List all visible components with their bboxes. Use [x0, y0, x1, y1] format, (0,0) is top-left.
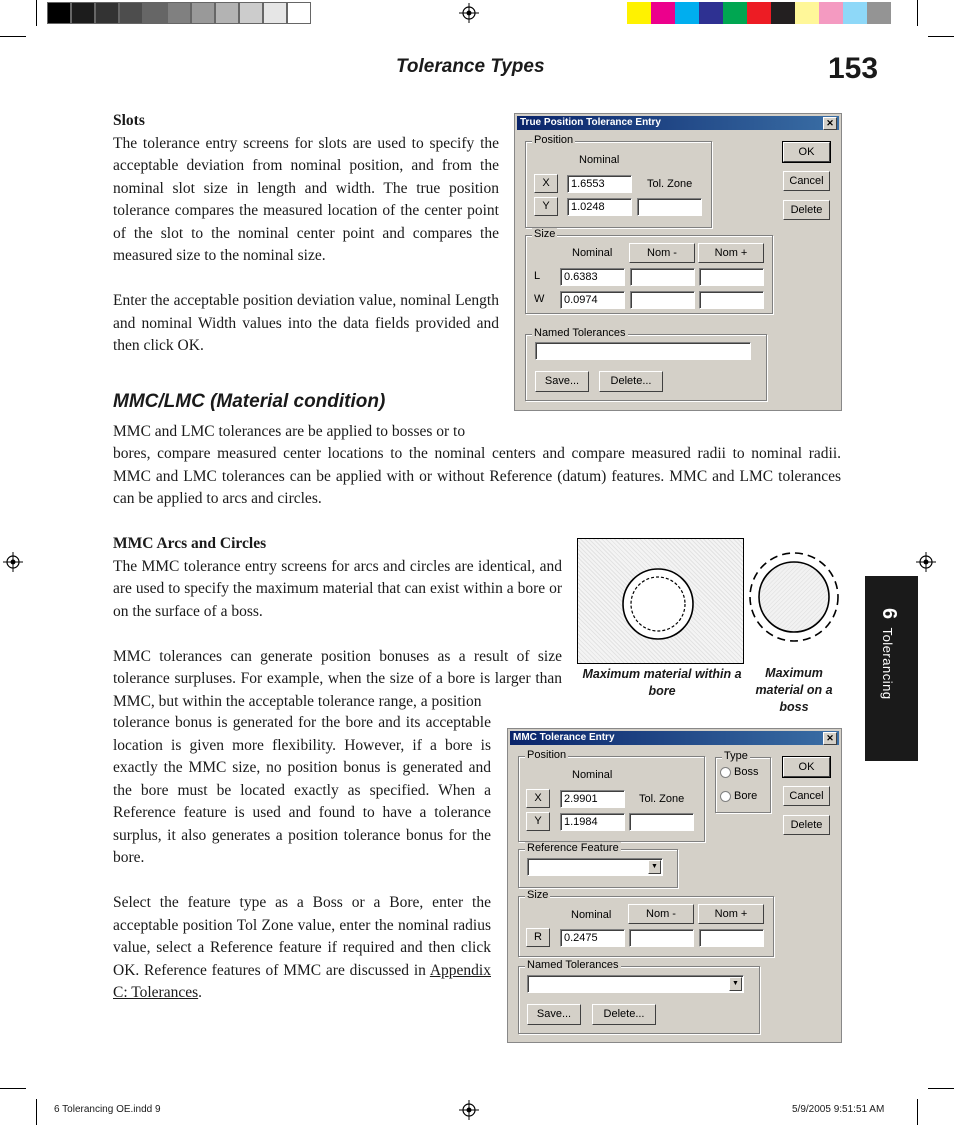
- footer-file: 6 Tolerancing OE.indd 9: [54, 1104, 161, 1115]
- crop-mark: [917, 0, 918, 26]
- close-icon[interactable]: ✕: [823, 117, 837, 130]
- size-group: Size: [518, 896, 774, 957]
- length-nom-plus-field[interactable]: [699, 268, 764, 286]
- length-nominal-field[interactable]: 0.6383: [560, 268, 625, 286]
- save-button[interactable]: Save...: [535, 371, 589, 392]
- cancel-button[interactable]: Cancel: [783, 171, 830, 191]
- l-label: L: [534, 270, 541, 282]
- chevron-down-icon[interactable]: ▼: [648, 860, 661, 874]
- gray-swatch: [71, 2, 95, 24]
- registration-mark-icon: [3, 552, 23, 572]
- true-position-dialog: [514, 113, 842, 411]
- named-tolerances-select[interactable]: [527, 975, 744, 993]
- color-swatch: [699, 2, 723, 24]
- color-swatch: [867, 2, 891, 24]
- gray-swatch: [47, 2, 71, 24]
- position-group: Position: [518, 756, 705, 842]
- mmc-intro-line: MMC and LMC tolerances are be applied to bosses or to: [113, 423, 466, 440]
- tol-zone-field[interactable]: [637, 198, 702, 216]
- color-swatch: [819, 2, 843, 24]
- x-button[interactable]: X: [534, 174, 558, 193]
- radius-nominal-field[interactable]: 0.2475: [560, 929, 625, 947]
- color-swatch: [723, 2, 747, 24]
- save-button[interactable]: Save...: [527, 1004, 581, 1025]
- crop-mark: [917, 1099, 918, 1125]
- footer-timestamp: 5/9/2005 9:51:51 AM: [792, 1104, 885, 1115]
- w-label: W: [534, 293, 545, 305]
- width-nom-plus-field[interactable]: [699, 291, 764, 309]
- position-group: Position: [525, 141, 712, 228]
- gray-swatch: [215, 2, 239, 24]
- dialog-title-bar: True Position Tolerance Entry ✕: [517, 116, 839, 130]
- named-tolerances-group: Named Tolerances: [518, 966, 760, 1034]
- mmc-arcs-paragraph: Select the feature type as a Boss or a Bore, enter the acceptable position Tol Zone value, enter the nominal radius value, select a Reference feature if required and then click OK. Reference features of MMC are discussed in Appendix C: Tolerances.: [113, 894, 491, 1001]
- color-swatch: [675, 2, 699, 24]
- delete-button[interactable]: Delete: [783, 200, 830, 220]
- x-button[interactable]: X: [526, 789, 550, 808]
- delete-named-button[interactable]: Delete...: [592, 1004, 656, 1025]
- color-swatch: [747, 2, 771, 24]
- tol-zone-label: Tol. Zone: [639, 793, 685, 805]
- mmc-arcs-paragraph: The MMC tolerance entry screens for arcs and circles are identical, and are used to specify the maximum material that can exist within a bore or on the surface of a boss.: [113, 557, 562, 620]
- crop-mark: [36, 1099, 37, 1125]
- chevron-down-icon[interactable]: ▼: [729, 977, 742, 991]
- y-nominal-field[interactable]: 1.0248: [567, 198, 632, 216]
- chapter-tab-text: [877, 608, 900, 700]
- mmc-arcs-paragraph: MMC tolerances can generate position bonuses as a result of size tolerance surpluses. For example, when the size of a bore is larger than MMC, but within the acceptable tolerance range, a position: [113, 647, 562, 710]
- bore-radio[interactable]: [720, 791, 731, 802]
- mmc-arcs-heading: MMC Arcs and Circles: [113, 535, 267, 552]
- slots-paragraph: Enter the acceptable position deviation value, nominal Length and nominal Width values into the data fields provided and then click OK.: [113, 292, 499, 354]
- nom-plus-button[interactable]: Nom +: [698, 243, 764, 263]
- gray-swatch: [167, 2, 191, 24]
- boss-caption: Maximum material on a boss: [755, 666, 833, 714]
- reference-feature-group: Reference Feature: [518, 849, 678, 888]
- boss-circle-icon: [748, 550, 840, 645]
- gray-swatch: [239, 2, 263, 24]
- boss-radio[interactable]: [720, 767, 731, 778]
- size-nominal-label: Nominal: [571, 909, 612, 921]
- delete-named-button[interactable]: Delete...: [599, 371, 663, 392]
- page-number: 153: [828, 52, 879, 85]
- width-nominal-field[interactable]: 0.0974: [560, 291, 625, 309]
- mmc-arcs-section-narrow: [113, 712, 491, 1005]
- mmc-arcs-paragraph: tolerance bonus is generated for the bore and its acceptable location is given more flexibility. However, if a bore is exactly the MMC size, no position bonus is generated and the bore must be located exactly as specified. When a Reference feature is used and found to have a tolerance surplus, it also generates a position tolerance bonus for the bore.: [113, 714, 491, 866]
- nominal-label: Nominal: [579, 154, 620, 166]
- color-swatch: [627, 2, 651, 24]
- nom-minus-button[interactable]: Nom -: [629, 243, 695, 263]
- mmc-tolerance-dialog: [507, 728, 842, 1043]
- color-swatch: [795, 2, 819, 24]
- crop-mark: [928, 36, 954, 37]
- bore-caption: Maximum material within a bore: [582, 667, 742, 698]
- color-swatch: [771, 2, 795, 24]
- bore-circle-icon: [578, 539, 743, 663]
- crop-mark: [0, 1088, 26, 1089]
- running-header-title: Tolerance Types: [396, 56, 545, 77]
- named-tolerances-select[interactable]: [535, 342, 751, 360]
- registration-mark-icon: [916, 552, 936, 572]
- chapter-tab: [865, 576, 918, 761]
- gray-swatch: [263, 2, 287, 24]
- appendix-link[interactable]: Appendix C: Tolerances: [113, 961, 491, 1001]
- width-nom-minus-field[interactable]: [630, 291, 695, 309]
- crop-mark: [0, 36, 26, 37]
- slots-heading: Slots: [113, 112, 145, 129]
- x-nominal-field[interactable]: 2.9901: [560, 790, 625, 808]
- bore-figure: [577, 538, 744, 664]
- boss-figure: [748, 550, 840, 645]
- dialog-title-bar: MMC Tolerance Entry ✕: [510, 731, 839, 745]
- ok-button[interactable]: OK: [783, 757, 830, 777]
- registration-mark-icon: [459, 1100, 479, 1120]
- mmc-intro-paragraph: bores, compare measured center locations to the nominal centers and compare measured radii to nominal radii. MMC and LMC tolerances can be applied with or without Reference (datum) features. MMC and LMC tolerances can be applied to arcs and circles.: [113, 445, 841, 507]
- reference-feature-select[interactable]: [527, 858, 663, 876]
- crop-mark: [928, 1088, 954, 1089]
- gray-swatch: [287, 2, 311, 24]
- gray-swatch: [191, 2, 215, 24]
- tol-zone-field[interactable]: [629, 813, 694, 831]
- y-button[interactable]: Y: [526, 812, 550, 831]
- cancel-button[interactable]: Cancel: [783, 786, 830, 806]
- gray-swatch: [95, 2, 119, 24]
- chapter-label: Tolerancing: [880, 627, 895, 700]
- slots-paragraph: The tolerance entry screens for slots are used to specify the acceptable deviation from nominal position, and from the nominal slot size in length and width. The true position tolerance compares the measured location of the center point of the slot to the nominal center point and compares the measured size to the nominal size.: [113, 134, 499, 264]
- named-tolerances-group: Named Tolerances: [525, 334, 767, 401]
- delete-button[interactable]: Delete: [783, 815, 830, 835]
- type-group: Type: [715, 757, 771, 813]
- registration-mark-icon: [459, 3, 479, 23]
- nom-plus-button[interactable]: Nom +: [698, 904, 764, 924]
- color-swatch: [843, 2, 867, 24]
- boss-label: Boss: [734, 766, 759, 778]
- size-nominal-label: Nominal: [572, 247, 613, 259]
- nom-minus-button[interactable]: Nom -: [628, 904, 694, 924]
- bore-label: Bore: [734, 790, 758, 802]
- mmc-arcs-section: [113, 533, 562, 713]
- radius-nom-plus-field[interactable]: [699, 929, 764, 947]
- mmc-lmc-heading: MMC/LMC (Material condition): [113, 391, 386, 412]
- color-swatch: [651, 2, 675, 24]
- chapter-number: 6: [878, 608, 900, 620]
- gray-swatch: [143, 2, 167, 24]
- gray-swatch: [119, 2, 143, 24]
- y-nominal-field[interactable]: 1.1984: [560, 813, 625, 831]
- radius-nom-minus-field[interactable]: [629, 929, 694, 947]
- slots-section: [113, 110, 499, 380]
- ok-button[interactable]: OK: [783, 142, 830, 162]
- y-button[interactable]: Y: [534, 197, 558, 216]
- x-nominal-field[interactable]: 1.6553: [567, 175, 632, 193]
- tol-zone-label: Tol. Zone: [647, 178, 693, 190]
- crop-mark: [36, 0, 37, 26]
- nominal-label: Nominal: [572, 769, 613, 781]
- r-button[interactable]: R: [526, 928, 550, 947]
- length-nom-minus-field[interactable]: [630, 268, 695, 286]
- close-icon[interactable]: ✕: [823, 732, 837, 745]
- size-group: Size: [525, 235, 773, 314]
